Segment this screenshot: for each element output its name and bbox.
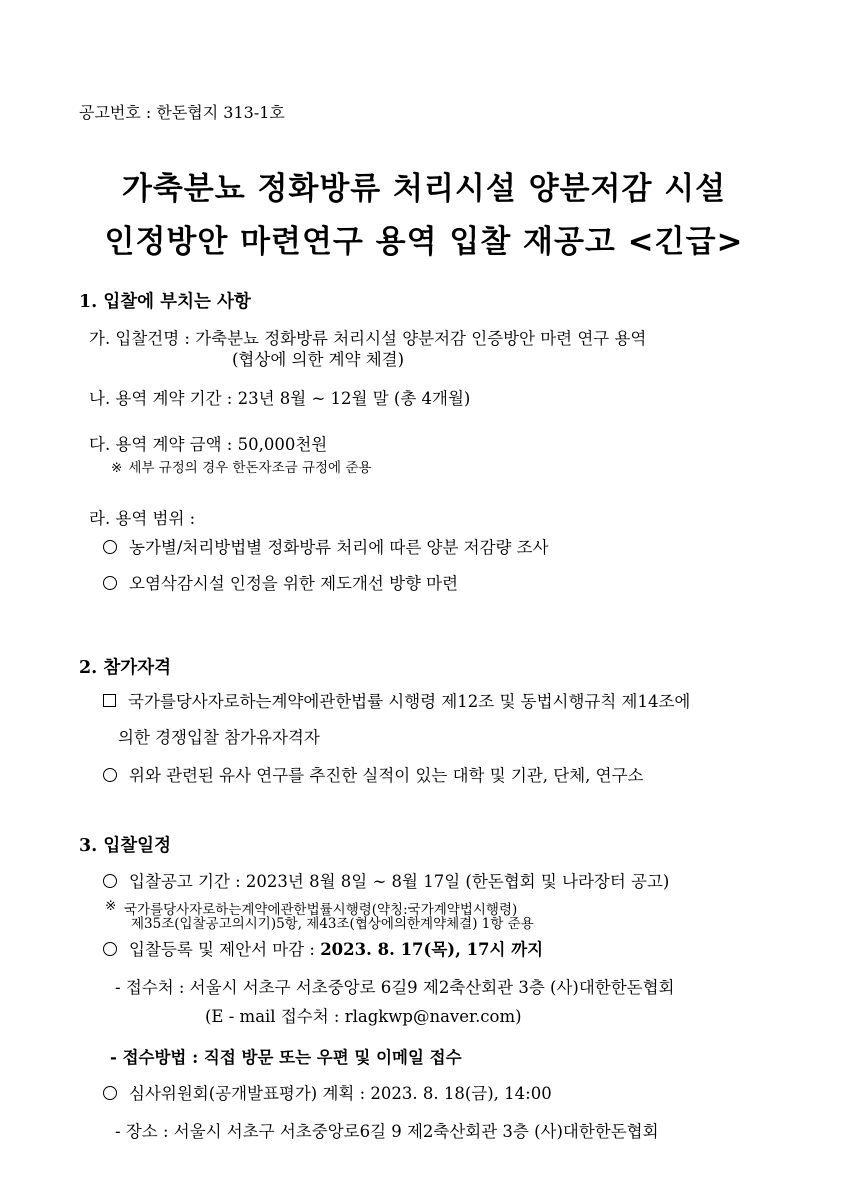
circle-bullet-icon [103,540,117,554]
reception-address: - 접수처 : 서울시 서초구 서초중앙로 6길9 제2축산회관 3층 (사)대한한돈협회 [115,978,675,997]
item-da-note [111,456,371,476]
scope-item-text: 오염삭감시설 인정을 위한 제도개선 방향 마련 [129,574,459,593]
section1-heading: 1. 입찰에 부치는 사항 [79,292,251,312]
notice-period-text: 입찰공고 기간 : 2023년 8월 8일 ∼ 8월 17일 (한돈협회 및 나라장터 공고) [129,872,670,891]
item-da-note-text: 세부 규정의 경우 한돈자조금 규정에 준용 [128,460,372,476]
reference-mark-icon: ※ [111,460,123,476]
law-note-line1: 국가를당사자로하는계약에관한법률시행령(약칭:국가계약법시행령) [124,902,518,918]
scope-item [103,534,549,558]
law-note-line2: 제35조(입찰공고의시기)5항, 제43조(협상에의한계약체결) 1항 준용 [131,916,534,932]
qualification-item-text: 국가를당사자로하는계약에관한법률 시행령 제12조 및 동법시행규칙 제14조에 [128,692,691,711]
section3-heading: 3. 입찰일정 [79,836,171,856]
scope-item [103,570,458,594]
item-da: 다. 용역 계약 금액 : 50,000천원 [89,435,328,454]
circle-bullet-icon [103,942,117,956]
item-na: 나. 용역 계약 기간 : 23년 8월 ~ 12월 말 (총 4개월) [89,389,471,408]
submission-method: - 접수방법 : 직접 방문 또는 우편 및 이메일 접수 [110,1048,462,1067]
committee-schedule-text: 심사위원회(공개발표평가) 계획 : 2023. 8. 18(금), 14:00 [129,1084,552,1103]
square-bullet-icon [103,694,116,707]
reference-mark-icon: ※ [105,898,117,914]
page-title-line1: 가축분뇨 정화방류 처리시설 양분저감 시설 [121,171,727,207]
item-ga-line1: 가. 입찰건명 : 가축분뇨 정화방류 처리시설 양분저감 인증방안 마련 연구 용역 [89,329,647,348]
reception-email: (E - mail 접수처 : rlagkwp@naver.com) [205,1007,522,1026]
qualification-item-line2: 의한 경쟁입찰 참가유자격자 [118,728,320,747]
circle-bullet-icon [103,768,117,782]
registration-deadline [103,936,543,960]
circle-bullet-icon [103,576,117,590]
notice-number: 공고번호 : 한돈협지 313-1호 [79,103,285,122]
registration-date: 2023. 8. 17(목), 17시 까지 [320,940,544,959]
page-title-line2: 인정방안 마련연구 용역 입찰 재공고 <긴급> [104,224,744,260]
committee-schedule [103,1080,552,1104]
venue: - 장소 : 서울시 서초구 서초중앙로6길 9 제2축산회관 3층 (사)대한한돈협회 [115,1122,659,1141]
notice-period [103,868,669,892]
scope-item-text: 농가별/처리방법별 정화방류 처리에 따른 양분 저감량 조사 [129,538,549,557]
qualification-item [103,688,690,712]
registration-label: 입찰등록 및 제안서 마감 : [129,940,321,959]
qualification-item [103,762,643,786]
circle-bullet-icon [103,1086,117,1100]
qualification-item-text: 위와 관련된 유사 연구를 추진한 실적이 있는 대학 및 기관, 단체, 연구소 [129,766,644,785]
item-ga-line2: (협상에 의한 계약 체결) [232,350,405,369]
circle-bullet-icon [103,874,117,888]
section2-heading: 2. 참가자격 [79,658,171,678]
item-ra: 라. 용역 범위 : [89,509,196,528]
